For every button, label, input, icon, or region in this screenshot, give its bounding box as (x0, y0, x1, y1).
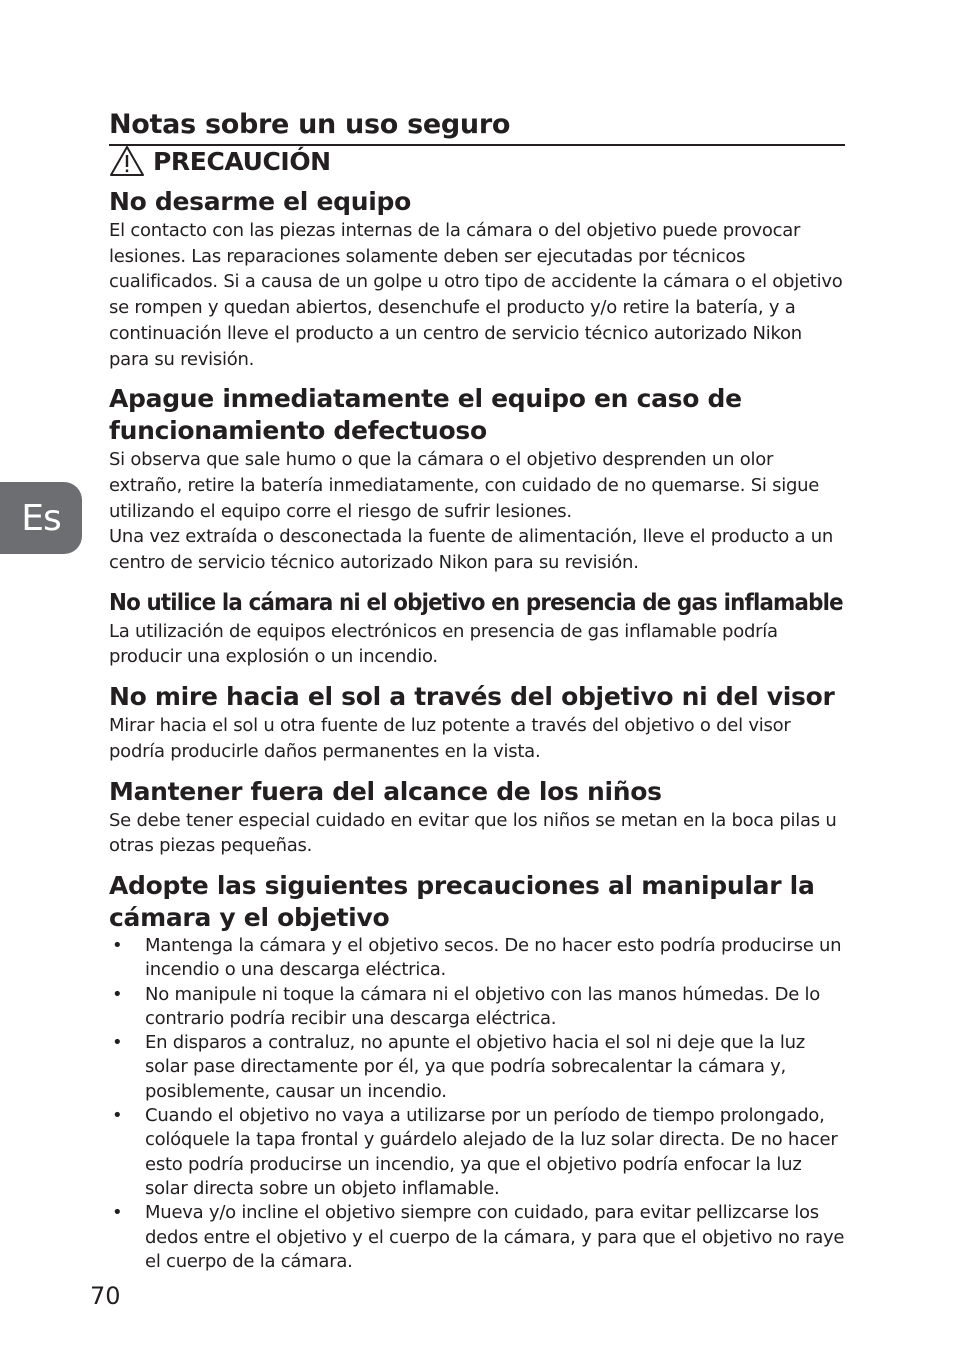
section-paragraph: El contacto con las piezas internas de la cámara o del objetivo puede provocar lesiones. Las reparaciones solamente deben ser ejecutadas por técnicos cualificados. Si a causa de un golpe u otro tipo de accidente la cámara o el objetivo se rompen y quedan abiertos, desenchufe el producto y/o retire la batería, y a continuación lleve el producto a un centro de servicio técnico autorizado Nikon para su revisión. (109, 220, 843, 370)
list-item (109, 1104, 847, 1201)
list-item (109, 1031, 847, 1104)
language-tab (0, 482, 82, 554)
bullet-icon: • (112, 1032, 123, 1054)
section-paragraph: Mirar hacia el sol u otra fuente de luz potente a través del objetivo o del visor podría producirle daños permanentes en la vista. (109, 715, 791, 762)
page-number: 70 (90, 1282, 121, 1310)
caution-label: PRECAUCIÓN (153, 146, 331, 176)
list-item-text: Cuando el objetivo no vaya a utilizarse por un período de tiempo prolongado, colóquele la tapa frontal y guárdelo alejado de la luz solar directa. De no hacer esto podría producirse un incendio, ya que el objetivo podría enfocar la luz solar directa sobre un objeto inflamable. (145, 1105, 838, 1199)
list-item (109, 1201, 847, 1274)
bullet-icon: • (112, 983, 123, 1005)
section-title: No desarme el equipo (109, 187, 411, 216)
section-handling-precautions (109, 870, 847, 1274)
section-flammable-gas (109, 587, 847, 670)
list-item (109, 934, 847, 983)
section-malfunction (109, 383, 847, 576)
section-paragraph: Se debe tener especial cuidado en evitar que los niños se metan en la boca pilas u otras piezas pequeñas. (109, 809, 837, 857)
caution-heading (109, 141, 331, 181)
list-item-text: En disparos a contraluz, no apunte el objetivo hacia el sol ni deje que la luz solar pase directamente por él, ya que podría sobrecalentar la cámara y, posiblemente, causar un incendio. (145, 1032, 805, 1102)
section-paragraph: Si observa que sale humo o que la cámara o el objetivo desprenden un olor extraño, retire la batería inmediatamente, con cuidado de no quemarse. Si sigue utilizando el equipo corre el riesgo de sufrir lesiones. (109, 449, 820, 522)
list-item (109, 983, 847, 1032)
section-paragraph: La utilización de equipos electrónicos en presencia de gas inflamable podría producir una explosión o un incendio. (109, 620, 778, 668)
section-title: Apague inmediatamente el equipo en caso de funcionamiento defectuoso (109, 384, 742, 446)
list-item-text: Mueva y/o incline el objetivo siempre con cuidado, para evitar pellizcarse los dedos entre el objetivo y el cuerpo de la cámara, y para que el objetivo no raye el cuerpo de la cámara. (145, 1202, 845, 1272)
bullet-icon: • (112, 1105, 123, 1127)
page-title: Notas sobre un uso seguro (109, 106, 845, 146)
warning-triangle-icon (109, 145, 145, 177)
section-title: No mire hacia el sol a través del objetivo ni del visor (109, 682, 835, 712)
section-sun-viewing (109, 681, 847, 764)
bullet-icon: • (112, 934, 123, 956)
list-item-text: Mantenga la cámara y el objetivo secos. De no hacer esto podría producirse un incendio o una descarga eléctrica. (145, 934, 842, 981)
section-title: Mantener fuera del alcance de los niños (109, 776, 662, 806)
section-children (109, 776, 847, 859)
language-tab-label: Es (21, 497, 61, 539)
precautions-list (109, 934, 847, 1274)
section-paragraph: Una vez extraída o desconectada la fuente de alimentación, lleve el producto a un centro de servicio técnico autorizado Nikon para su revisión. (109, 526, 834, 574)
content (109, 186, 847, 1274)
list-item-text: No manipule ni toque la cámara ni el objetivo con las manos húmedas. De lo contrario podría recibir una descarga eléctrica. (145, 983, 821, 1029)
section-title: No utilice la cámara ni el objetivo en presencia de gas inflamable (109, 589, 843, 616)
section-disassembly (109, 186, 847, 372)
bullet-icon: • (112, 1202, 123, 1224)
section-title: Adopte las siguientes precauciones al manipular la cámara y el objetivo (109, 870, 815, 932)
